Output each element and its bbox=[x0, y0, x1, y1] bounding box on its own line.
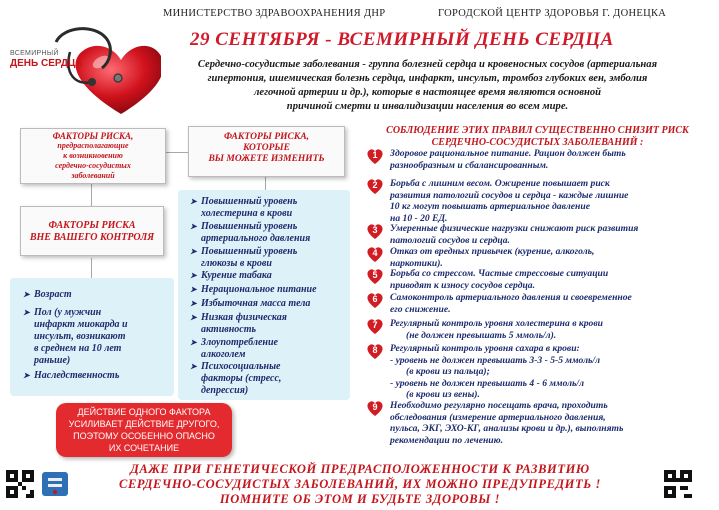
footer-line2: СЕРДЕЧНО-СОСУДИСТЫХ ЗАБОЛЕВАНИЙ, ИХ МОЖНО ПРЕДУПРЕДИТЬ ! bbox=[119, 477, 601, 491]
connector-line bbox=[91, 258, 92, 278]
list-item: ➤ Наследственность bbox=[23, 370, 120, 381]
rule-number-heart-icon: 3 bbox=[366, 222, 384, 240]
rule-line: (в крови из пальца); bbox=[406, 366, 490, 377]
rule-line: разнообразным и сбалансированным. bbox=[390, 159, 549, 171]
rule-line: Отказ от вредных привычек (курение, алкоголь, bbox=[390, 246, 595, 257]
rule-line: 10 кг могут повышать артериальное давление bbox=[390, 201, 590, 212]
logo-line1: ВСЕМИРНЫЙ bbox=[10, 50, 59, 57]
rule-number-heart-icon: 7 bbox=[366, 317, 384, 335]
uncontrollable-line1: ФАКТОРЫ РИСКА bbox=[48, 220, 136, 231]
rule-line: Регулярный контроль уровня сахара в крови: bbox=[390, 343, 580, 354]
rule-line: приводят к износу сосудов сердца. bbox=[390, 279, 536, 291]
rule-item bbox=[390, 223, 715, 246]
bullet-icon: ➤ bbox=[190, 299, 197, 308]
rule-item bbox=[390, 400, 715, 446]
intro-text bbox=[140, 58, 715, 114]
list-item: ➤ Избыточная масса тела bbox=[190, 298, 311, 309]
rule-item bbox=[390, 246, 715, 269]
emblem-icon bbox=[40, 470, 70, 498]
page-title: 29 СЕНТЯБРЯ - ВСЕМИРНЫЙ ДЕНЬ СЕРДЦА bbox=[190, 29, 614, 50]
footer-line3: ПОМНИТЕ ОБ ЭТОМ И БУДЬТЕ ЗДОРОВЫ ! bbox=[219, 492, 501, 506]
rule-number-heart-icon: 6 bbox=[366, 291, 384, 309]
intro-line2: гипертония, ишемическая болезнь сердца, инфаркт, инсульт, тромбоз глубоких вен, эмболия bbox=[207, 73, 648, 84]
bullet-icon: ➤ bbox=[190, 285, 197, 294]
list-item: ➤ Низкая физическая активность bbox=[190, 312, 287, 335]
ministry-label: МИНИСТЕРСТВО ЗДРАВООХРАНЕНИЯ ДНР bbox=[163, 8, 386, 19]
rule-number-heart-icon: 9 bbox=[366, 399, 384, 417]
heart-stethoscope-icon bbox=[6, 22, 161, 122]
rule-line: развития патологий сосудов и сердца - каждые лишние bbox=[390, 189, 629, 201]
rule-line: обследования (измерение артериального давления, bbox=[390, 411, 606, 423]
health-center-label: ГОРОДСКОЙ ЦЕНТР ЗДОРОВЬЯ Г. ДОНЕЦКА bbox=[438, 8, 667, 19]
rule-line: Регулярный контроль уровня холестерина в крови bbox=[390, 318, 603, 329]
list-item: ➤ Курение табака bbox=[190, 270, 272, 281]
risk-factors-line1: ФАКТОРЫ РИСКА, bbox=[52, 131, 134, 141]
rule-item bbox=[390, 268, 715, 291]
changeable-line1: ФАКТОРЫ РИСКА, bbox=[223, 132, 310, 142]
qr-code-icon[interactable] bbox=[664, 470, 692, 498]
changeable-line2: КОТОРЫЕ bbox=[243, 143, 290, 153]
list-item: ➤ Повышенный уровень артериального давления bbox=[190, 221, 311, 244]
risk-factors-line3: к возникновению bbox=[63, 151, 123, 160]
list-item: ➤ Пол (у мужчин инфаркт миокарда и инсульт, возникают в среднем на 10 лет раньше) bbox=[23, 307, 128, 366]
list-item: ➤ Нерациональное питание bbox=[190, 284, 317, 295]
warning-line2: УСИЛИВАЕТ ДЕЙСТВИЕ ДРУГОГО, bbox=[68, 419, 220, 429]
bullet-icon: ➤ bbox=[23, 308, 30, 317]
rule-line: Умеренные физические нагрузки снижают риск развития bbox=[390, 223, 639, 234]
footer-line1: ДАЖЕ ПРИ ГЕНЕТИЧЕСКОЙ ПРЕДРАСПОЛОЖЕННОСТИ К РАЗВИТИЮ bbox=[130, 462, 590, 476]
bullet-icon: ➤ bbox=[190, 313, 197, 322]
rule-line: (не должен превышать 5 ммоль/л). bbox=[406, 329, 557, 341]
rule-line: на 10 - 20 ЕД. bbox=[390, 212, 448, 224]
qr-code-icon[interactable] bbox=[6, 470, 34, 498]
uncontrollable-line2: ВНЕ ВАШЕГО КОНТРОЛЯ bbox=[29, 232, 155, 243]
uncontrollable-factors-box bbox=[20, 206, 164, 256]
rule-number-heart-icon: 1 bbox=[366, 147, 384, 165]
bullet-icon: ➤ bbox=[190, 247, 197, 256]
connector-line bbox=[164, 152, 188, 153]
intro-line4: причиной смерти и инвалидизации населения во всем мире. bbox=[286, 101, 569, 112]
rule-item bbox=[390, 343, 715, 401]
rules-title bbox=[360, 125, 715, 149]
logo-line2: ДЕНЬ СЕРДЦА bbox=[10, 58, 83, 69]
rule-number-heart-icon: 4 bbox=[366, 245, 384, 263]
warning-line3: ПОЭТОМУ ОСОБЕННО ОПАСНО bbox=[73, 431, 215, 441]
rules-title-line2: СЕРДЕЧНО-СОСУДИСТЫХ ЗАБОЛЕВАНИЙ : bbox=[431, 137, 644, 148]
rule-item bbox=[390, 292, 715, 315]
bullet-icon: ➤ bbox=[190, 338, 197, 347]
rule-line: Необходимо регулярно посещать врача, проходить bbox=[390, 400, 608, 411]
rule-line: рекомендации по лечению. bbox=[390, 434, 504, 446]
bullet-icon: ➤ bbox=[190, 362, 197, 371]
rule-line: - уровень не должен превышать 4 - 6 ммоль/л bbox=[390, 377, 585, 389]
risk-factors-line2: предрасполагающие bbox=[57, 141, 129, 150]
risk-factors-line5: заболеваний bbox=[71, 171, 115, 180]
rule-line: его снижение. bbox=[390, 303, 451, 315]
warning-line1: ДЕЙСТВИЕ ОДНОГО ФАКТОРА bbox=[77, 407, 211, 417]
rule-number-heart-icon: 8 bbox=[366, 342, 384, 360]
intro-line3: легочной артерии и др.), которые в настоящее время являются основной bbox=[253, 87, 602, 98]
world-heart-day-logo bbox=[6, 22, 161, 122]
rule-number-heart-icon: 5 bbox=[366, 267, 384, 285]
rule-item bbox=[390, 148, 715, 171]
list-item: ➤ Возраст bbox=[23, 289, 72, 300]
bullet-icon: ➤ bbox=[190, 222, 197, 231]
rule-line: Борьба со стрессом. Частые стрессовые ситуации bbox=[390, 268, 609, 279]
bullet-icon: ➤ bbox=[190, 197, 197, 206]
risk-factors-line4: сердечно-сосудистых bbox=[55, 161, 131, 170]
list-item: ➤ Повышенный уровень глюкозы в крови bbox=[190, 246, 298, 269]
list-item: ➤ Злоупотребление алкоголем bbox=[190, 337, 278, 360]
rule-item bbox=[390, 178, 715, 224]
rule-line: наркотики). bbox=[390, 257, 443, 269]
rule-item bbox=[390, 318, 715, 341]
rule-number-heart-icon: 2 bbox=[366, 177, 384, 195]
warning-line4: ИХ СОЧЕТАНИЕ bbox=[108, 443, 180, 453]
risk-factors-box bbox=[20, 128, 166, 184]
bullet-icon: ➤ bbox=[23, 371, 30, 380]
bullet-icon: ➤ bbox=[23, 290, 30, 299]
list-item: ➤ Повышенный уровень холестерина в крови bbox=[190, 196, 298, 219]
rule-line: Борьба с лишним весом. Ожирение повышает риск bbox=[390, 178, 610, 189]
rule-line: (в крови из вены). bbox=[406, 389, 480, 400]
changeable-line3: ВЫ МОЖЕТЕ ИЗМЕНИТЬ bbox=[208, 154, 325, 164]
rule-line: Самоконтроль артериального давления и своевременное bbox=[390, 292, 632, 303]
intro-line1: Сердечно-сосудистые заболевания - группа болезней сердца и кровеносных сосудов (артериальная bbox=[197, 59, 658, 70]
changeable-factors-box bbox=[188, 126, 345, 177]
combination-warning bbox=[56, 403, 232, 457]
rule-line: - уровень не должен превышать 3-3 - 5-5 ммоль/л bbox=[390, 354, 601, 366]
rule-line: Здоровое рациональное питание. Рацион должен быть bbox=[390, 148, 626, 159]
footer-message bbox=[60, 462, 660, 507]
rules-title-line1: СОБЛЮДЕНИЕ ЭТИХ ПРАВИЛ СУЩЕСТВЕННО СНИЗИТ РИСК bbox=[386, 125, 689, 136]
list-item: ➤ Психосоциальные факторы (стресс, депрессия) bbox=[190, 361, 282, 396]
rule-line: пульса, ЭКГ, ЭХО-КГ, анализы крови и др.), выполнять bbox=[390, 423, 624, 434]
rule-line: патологий сосудов и сердца. bbox=[390, 234, 510, 246]
bullet-icon: ➤ bbox=[190, 271, 197, 280]
